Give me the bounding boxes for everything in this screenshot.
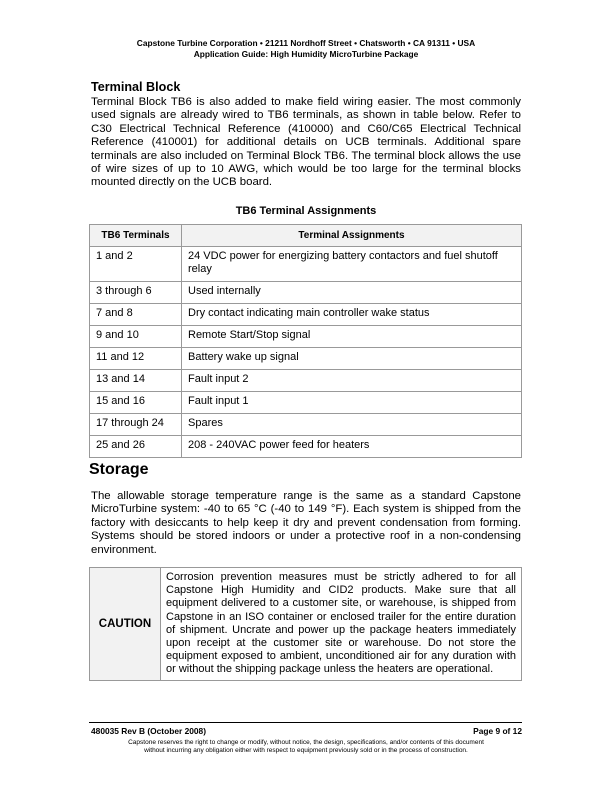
- footer-divider: [89, 722, 522, 723]
- tb6-assignments-table: [89, 224, 522, 458]
- terminal-cell: 25 and 26: [90, 436, 182, 458]
- caution-text: Corrosion prevention measures must be strictly adhered to for all Capstone High Humidity and CID2 products. Make sure that all equipment delivered to a customer site, or warehouse, is shipped from Capstone in an ISO container or enclosed trailer for the entire duration of shipment. Uncrate and power up the package heaters immediately upon receipt at the customer site or warehouse. Do not store the equipment exposed to ambient, unconditioned air for any duration with or without the shipping package unless the heaters are operational.: [161, 568, 522, 681]
- table-caption: TB6 Terminal Assignments: [235, 205, 377, 217]
- footer-notice-line1: Capstone reserves the right to change or modify, without notice, the design, specifications, and/or contents of this document: [128, 739, 484, 746]
- terminal-cell: 9 and 10: [90, 326, 182, 348]
- terminal-cell: 13 and 14: [90, 370, 182, 392]
- assignment-cell: 208 - 240VAC power feed for heaters: [182, 436, 522, 458]
- terminal-cell: 11 and 12: [90, 348, 182, 370]
- table-row: [90, 282, 522, 304]
- assignment-cell: Fault input 1: [182, 392, 522, 414]
- table-row: [90, 414, 522, 436]
- caution-box: [89, 567, 522, 681]
- table-row: [90, 326, 522, 348]
- header-address: Capstone Turbine Corporation • 21211 Nordhoff Street • Chatsworth • CA 91311 • USA: [136, 38, 476, 48]
- caution-label: CAUTION: [90, 568, 161, 681]
- header-guide-title: Application Guide: High Humidity MicroTurbine Package: [193, 49, 419, 59]
- terminal-block-paragraph: Terminal Block TB6 is also added to make field wiring easier. The most commonly used signals are already wired to TB6 terminals, as shown in table below. Refer to C30 Electrical Technical Reference (410000) and C60/C65 Electrical Technical Reference (410001) for additional details on UCB terminals. Additional spare terminals are also included on Terminal Block TB6. The terminal block allows the use of wire sizes of up to 10 AWG, which would be too large for the terminal blocks mounted directly on the UCB board.: [91, 96, 521, 189]
- storage-paragraph: The allowable storage temperature range is the same as a standard Capstone MicroTurbine system: -40 to 65 °C (-40 to 149 °F). Each system is shipped from the factory with desiccants to help keep it dry and prevent condensation from forming. Systems should be stored indoors or under a protective roof in a non-condensing environment.: [91, 490, 521, 556]
- table-row: [90, 348, 522, 370]
- assignment-cell: Fault input 2: [182, 370, 522, 392]
- table-row: [90, 247, 522, 282]
- assignment-cell: 24 VDC power for energizing battery contactors and fuel shutoff relay: [182, 247, 522, 282]
- column-header-assignments: Terminal Assignments: [182, 225, 522, 247]
- terminal-cell: 17 through 24: [90, 414, 182, 436]
- table-row: [90, 304, 522, 326]
- assignment-cell: Remote Start/Stop signal: [182, 326, 522, 348]
- assignment-cell: Used internally: [182, 282, 522, 304]
- terminal-cell: 1 and 2: [90, 247, 182, 282]
- table-row: [90, 370, 522, 392]
- terminal-cell: 15 and 16: [90, 392, 182, 414]
- terminal-cell: 3 through 6: [90, 282, 182, 304]
- assignment-cell: Dry contact indicating main controller wake status: [182, 304, 522, 326]
- assignment-cell: Battery wake up signal: [182, 348, 522, 370]
- column-header-terminals: TB6 Terminals: [90, 225, 182, 247]
- table-row: [90, 436, 522, 458]
- table-header-row: [90, 225, 522, 247]
- footer-document-id: 480035 Rev B (October 2008): [91, 726, 206, 736]
- assignment-cell: Spares: [182, 414, 522, 436]
- table-row: [90, 392, 522, 414]
- footer-notice-line2: without incurring any obligation either with respect to equipment previously sold or in the process of construction.: [144, 747, 468, 754]
- footer-page-number: Page 9 of 12: [473, 726, 522, 736]
- storage-heading: Storage: [89, 461, 149, 478]
- terminal-cell: 7 and 8: [90, 304, 182, 326]
- terminal-block-heading: Terminal Block: [91, 80, 181, 94]
